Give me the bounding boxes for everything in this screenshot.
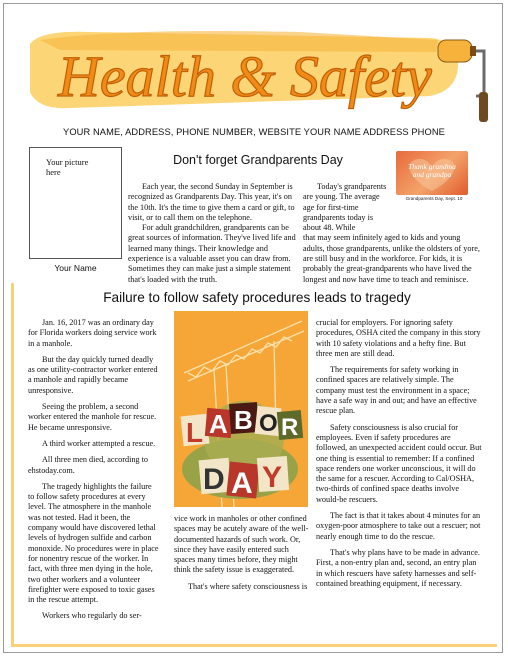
letter-l: L — [186, 417, 204, 448]
grandparents-photo-caption: Grandparents Day, Sept. 10 — [405, 196, 463, 201]
paragraph: The tragedy highlights the failure to follow safety procedures at every level. The atmosphere in the manhole was not tested. Had it been, the company would have discovered lethal levels of hydrogen sulfide and carbon monoxide. No procedures were in place for nonentry rescue of the worker. In fact, with three men dying in the hole, two other workers and a volunteer firefighter were exposed to toxic gases in the rescue attempt. — [28, 481, 159, 605]
paragraph: that may seem infinitely aged to kids and young adults, those grandparents, unlike the oldsters of yore, are still busy and in the workforce. For kids, it is probably the great-grandparents who have lived the longest and now have time to teach and reminisce. — [303, 233, 480, 284]
grandparents-headline: Don't forget Grandparents Day — [173, 153, 343, 167]
labor-day-illustration — [174, 311, 308, 507]
paragraph: crucial for employers. For ignoring safety procedures, OSHA cited the company in this story with 10 safety violations and a hefty fine. But three men are still dead. — [316, 318, 481, 358]
paragraph: Safety consciousness is also crucial for employees. Even if safety procedures are followed, an unexpected accident could occur. But one thing is essential to remember: If a confined space renders one worker unconscious, it will do the same for a rescuer. According to Cal/OSHA, two-thirds of confined space deaths involve would-be rescuers. — [316, 422, 482, 504]
letter-y: Y — [262, 461, 283, 494]
safety-column-1 — [28, 318, 159, 628]
masthead-title: Health & Safety — [58, 44, 432, 109]
your-name-label: Your Name — [54, 263, 97, 273]
paragraph: Each year, the second Sunday in September is recognized as Grandparents Day. This year, it's on the 10th. It's the time to give them a card or gift, to visit, or to call them on the telephone. — [128, 182, 295, 222]
letter-a: A — [209, 409, 228, 439]
paragraph: Seeing the problem, a second worker entered the manhole for rescue. He became unresponsive. — [28, 402, 157, 432]
picture-placeholder — [29, 147, 122, 259]
safety-column-2 — [174, 514, 310, 598]
paragraph: The requirements for safety working in confined spaces are relatively simple. The company must test the environment in a space; have a safe way in and out; and have an effective rescue plan. — [316, 365, 477, 416]
paragraph: vice work in manholes or other confined spaces may be acutely aware of the well-documented hazards of such work. Or, since they have easily entered such spaces many times before, they might think the safety issue is exaggerated. — [174, 514, 309, 575]
paragraph: That's where safety consciousness is — [188, 581, 308, 591]
picture-placeholder-line1: Your picture — [46, 157, 89, 167]
grandparents-photo-text — [396, 163, 468, 179]
photo-text-line2: and grandpa — [412, 170, 452, 179]
paragraph: All three men died, according to ehstoday.com. — [28, 455, 148, 475]
paragraph: A third worker attempted a rescue. — [42, 438, 156, 448]
safety-column-3 — [316, 318, 482, 595]
picture-placeholder-line2: here — [46, 167, 61, 177]
paragraph: Jan. 16, 2017 was an ordinary day for Florida workers doing service work in a manhole. — [28, 318, 157, 348]
letter-d: D — [203, 463, 225, 496]
letter-o: O — [259, 410, 278, 437]
grandparents-column-1 — [128, 182, 296, 285]
safety-headline: Failure to follow safety procedures leads to tragedy — [103, 290, 411, 305]
paragraph: Today's grandparents are young. The average age for first-time grandparents today is about 48. While — [303, 182, 387, 233]
masthead-banner — [0, 0, 508, 130]
paragraph: Workers who regularly do ser- — [42, 611, 142, 621]
paragraph: The fact is that it takes about 4 minutes for an oxygen-poor atmosphere to take out a rescuer; not nearly enough time to do the rescue. — [316, 511, 481, 541]
contact-line: YOUR NAME, ADDRESS, PHONE NUMBER, WEBSITE YOUR NAME ADDRESS PHONE — [63, 127, 445, 137]
letter-b: B — [234, 405, 253, 435]
photo-text-line1: Thank grandma — [408, 162, 456, 171]
letter-r: R — [281, 414, 299, 441]
paragraph: That's why plans have to be made in advance. First, a non-entry plan and, second, an entry plan in which rescuers have safety harnesses and self-contained breathing equipment, if necessary. — [316, 547, 480, 588]
paragraph: But the day quickly turned deadly as one utility-contractor worker entered a manhole and rapidly became unresponsive. — [28, 354, 158, 395]
paragraph: For adult grandchildren, grandparents can be great sources of information. They've lived life and learned many things. Their knowledge and experience is a valuable asset you can draw from. Sometimes they can make just a simple statement that's loaded with the truth. — [128, 223, 296, 284]
letter-a: A — [231, 467, 253, 500]
